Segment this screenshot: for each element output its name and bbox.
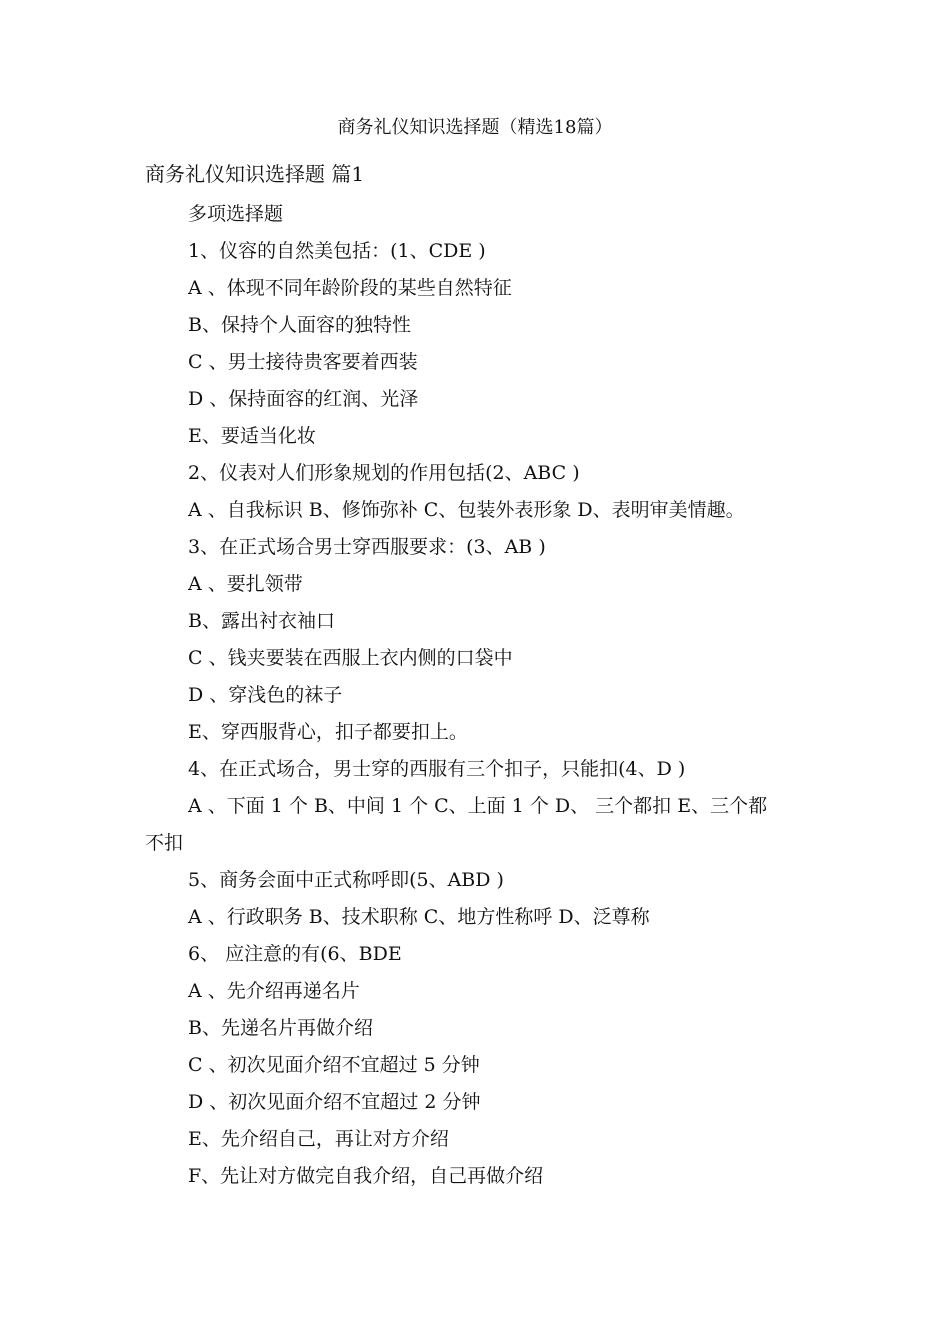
question-4-options-continued: 不扣 [145,832,184,854]
question-6: 6、 应注意的有(6、BDE [188,943,402,965]
question-6-option-f: F、先让对方做完自我介绍，自己再做介绍 [188,1165,544,1187]
question-5-options: A 、行政职务 B、技术职称 C、地方性称呼 D、泛尊称 [188,906,650,928]
question-6-option-a: A 、先介绍再递名片 [188,980,360,1002]
question-6-option-d: D 、初次见面介绍不宜超过 2 分钟 [188,1091,481,1113]
question-type-label: 多项选择题 [188,203,284,225]
question-6-option-e: E、先介绍自己，再让对方介绍 [188,1128,449,1150]
question-3-option-d: D 、穿浅色的袜子 [188,684,343,706]
question-6-option-c: C 、初次见面介绍不宜超过 5 分钟 [188,1054,480,1076]
question-1: 1、仪容的自然美包括：(1、CDE ) [188,240,486,262]
question-6-option-b: B、先递名片再做介绍 [188,1017,373,1039]
question-5: 5、商务会面中正式称呼即(5、ABD ) [188,869,504,891]
question-1-option-c: C 、男士接待贵客要着西装 [188,351,418,373]
question-1-option-e: E、要适当化妆 [188,425,316,447]
question-2-options: A 、自我标识 B、修饰弥补 C、包装外表形象 D、表明审美情趣。 [188,499,745,521]
question-3: 3、在正式场合男士穿西服要求：(3、AB ) [188,536,546,558]
section-heading: 商务礼仪知识选择题 篇1 [145,162,365,186]
question-3-option-c: C 、钱夹要装在西服上衣内侧的口袋中 [188,647,513,669]
question-3-option-e: E、穿西服背心，扣子都要扣上。 [188,721,468,743]
question-1-option-b: B、保持个人面容的独特性 [188,314,411,336]
question-1-option-a: A 、体现不同年龄阶段的某些自然特征 [188,277,512,299]
question-3-option-a: A 、要扎领带 [188,573,303,595]
document-title: 商务礼仪知识选择题（精选18篇） [337,117,613,138]
question-2: 2、仪表对人们形象规划的作用包括(2、ABC ) [188,462,580,484]
question-4: 4、在正式场合，男士穿的西服有三个扣子，只能扣(4、D ) [188,758,686,780]
question-3-option-b: B、露出衬衣袖口 [188,610,335,632]
question-1-option-d: D 、保持面容的红润、光泽 [188,388,419,410]
document-body [145,196,810,1195]
question-4-options: A 、下面 1 个 B、中间 1 个 C、上面 1 个 D、 三个都扣 E、三个都 [188,795,768,817]
